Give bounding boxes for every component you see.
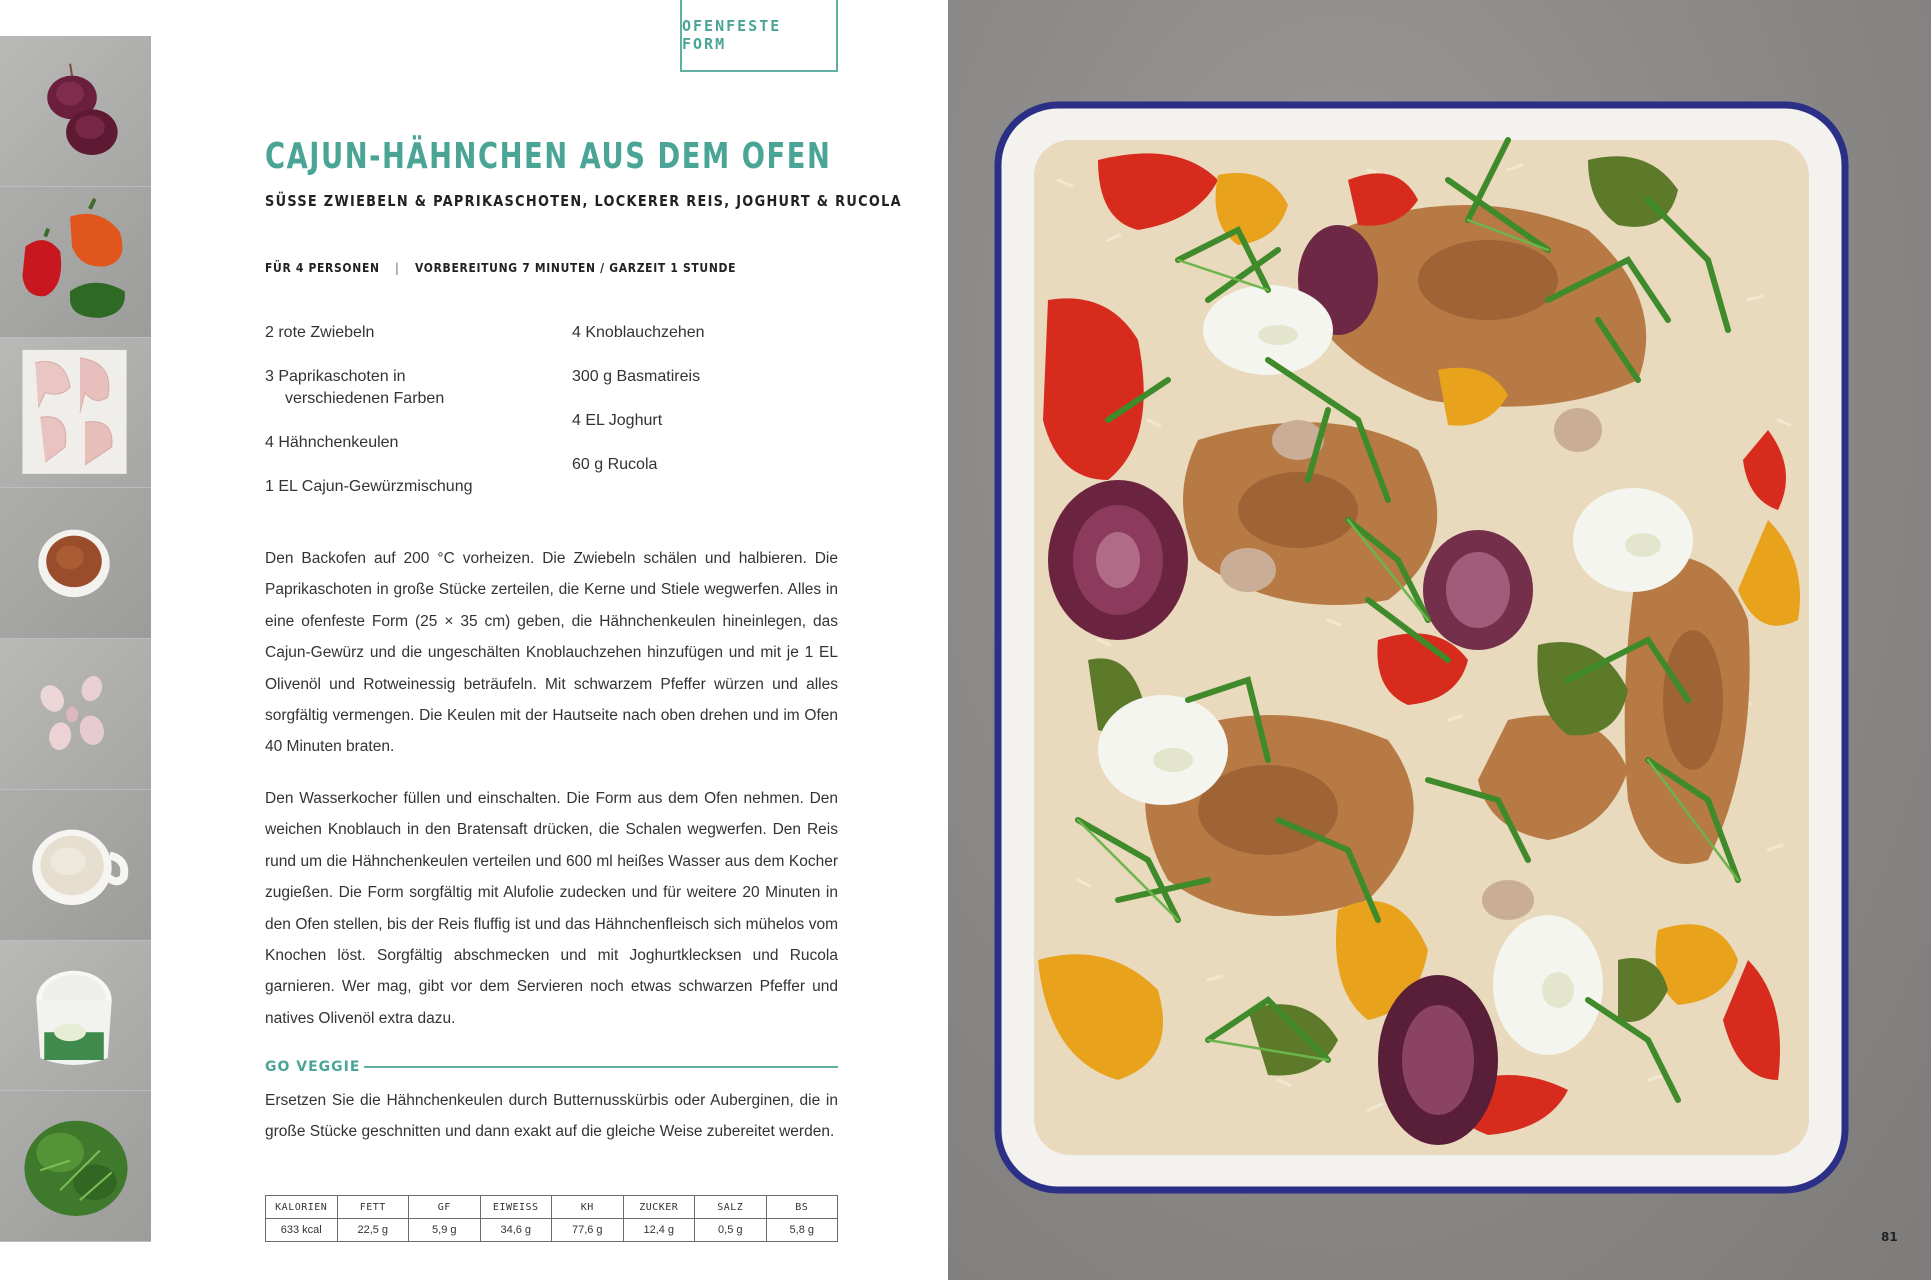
method-paragraph-2: Den Wasserkocher füllen und einschalten. Die Form aus dem Ofen nehmen. Den weichen Knoblauch in den Bratensaft drücken, die Schalen wegwerfen. Den Reis rund um die Hähnchenkeulen verteilen und 600 ml heißes Wasser aus dem Kocher zugießen. Die Form sorgfältig mit Alufolie zudecken und für weitere 20 Minuten in den Ofen stellen, bis der Reis fluffig ist und das Hähnchenfleisch sich mühelos vom Knochen löst. Sorgfältig abschmecken und mit Joghurtklecksen und Rucola garnieren. Wer mag, gibt vor dem Servieren noch etwas schwarzen Pfeffer und natives Olivenöl extra dazu.	[265, 790, 838, 1027]
nutrition-header: SALZ	[695, 1196, 767, 1219]
nutrition-header: KALORIEN	[266, 1196, 338, 1219]
nutrition-header-row	[266, 1196, 838, 1219]
ingredient-photo-strip	[0, 36, 151, 1242]
nutrition-header: FETT	[337, 1196, 409, 1219]
go-veggie-text: Ersetzen Sie die Hähnchenkeulen durch Butternusskürbis oder Auberginen, die in große Stücke geschnitten und dann exakt auf die gleiche Weise zubereitet werden.	[265, 1092, 838, 1141]
cajun-spice-icon	[0, 488, 151, 639]
ingredient-item: 60 g Rucola	[572, 456, 658, 473]
nutrition-value-row	[266, 1219, 838, 1242]
recipe-subtitle: SÜSSE ZWIEBELN & PAPRIKASCHOTEN, LOCKERER REIS, JOGHURT & RUCOLA	[265, 192, 902, 210]
nutrition-header: BS	[766, 1196, 838, 1219]
nutrition-value: 12,4 g	[623, 1219, 695, 1242]
nutrition-header: GF	[409, 1196, 481, 1219]
dish-photo	[948, 0, 1931, 1280]
nutrition-value: 22,5 g	[337, 1219, 409, 1242]
prep-cook-time: VORBEREITUNG 7 MINUTEN / GARZEIT 1 STUNDE	[414, 260, 737, 275]
nutrition-value: 5,8 g	[766, 1219, 838, 1242]
servings: FÜR 4 PERSONEN	[265, 260, 380, 275]
go-veggie-rule	[364, 1066, 838, 1068]
ingredient-item: 1 EL Cajun-Gewürzmischung	[265, 478, 473, 495]
go-veggie-label: GO VEGGIE	[265, 1059, 361, 1075]
nutrition-value: 0,5 g	[695, 1219, 767, 1242]
ingredient-item: 4 Knoblauchzehen	[572, 324, 705, 341]
rocket-leaves-icon	[0, 1091, 151, 1242]
nutrition-table	[265, 1195, 838, 1242]
nutrition-value: 34,6 g	[480, 1219, 552, 1242]
ingredient-item: 4 Hähnchenkeulen	[265, 434, 399, 451]
category-label-box	[680, 0, 838, 72]
nutrition-value: 77,6 g	[552, 1219, 624, 1242]
ingredient-item: 300 g Basmatireis	[572, 368, 701, 385]
red-onion-icon	[0, 36, 151, 187]
recipe-title: CAJUN-HÄHNCHEN AUS DEM OFEN	[265, 136, 832, 177]
nutrition-value: 633 kcal	[266, 1219, 338, 1242]
garlic-cloves-icon	[0, 639, 151, 790]
bell-peppers-icon	[0, 187, 151, 338]
ingredients-column-1	[265, 322, 545, 520]
meta-separator: |	[395, 260, 400, 275]
basmati-rice-icon	[0, 790, 151, 941]
nutrition-header: EIWEISS	[480, 1196, 552, 1219]
page-number: 81	[1881, 1230, 1898, 1244]
recipe-meta	[265, 260, 736, 275]
category-label: OFENFESTE FORM	[682, 17, 782, 53]
ingredient-item: 4 EL Joghurt	[572, 412, 663, 429]
go-veggie-heading	[265, 1059, 838, 1075]
ingredients-column-2	[572, 322, 832, 498]
ingredient-item: 2 rote Zwiebeln	[265, 324, 375, 341]
nutrition-value: 5,9 g	[409, 1219, 481, 1242]
yogurt-icon	[0, 941, 151, 1092]
method-paragraph-1: Den Backofen auf 200 °C vorheizen. Die Zwiebeln schälen und halbieren. Die Paprikaschoten in große Stücke zerteilen, die Kerne und Stiele wegwerfen. Alles in eine ofenfeste Form (25 × 35 cm) geben, die Hähnchenkeulen hineinlegen, das Cajun-Gewürz und die ungeschälten Knoblauchzehen hinzufügen und mit je 1 EL Olivenöl und Rotweinessig beträufeln. Mit schwarzem Pfeffer würzen und alles sorgfältig vermengen. Die Keulen mit der Hautseite nach oben drehen und im Ofen 40 Minuten braten.	[265, 550, 838, 756]
nutrition-header: ZUCKER	[623, 1196, 695, 1219]
nutrition-header: KH	[552, 1196, 624, 1219]
chicken-legs-icon	[0, 338, 151, 489]
ingredient-item: 3 Paprikaschoten in verschiedenen Farben	[265, 368, 445, 407]
